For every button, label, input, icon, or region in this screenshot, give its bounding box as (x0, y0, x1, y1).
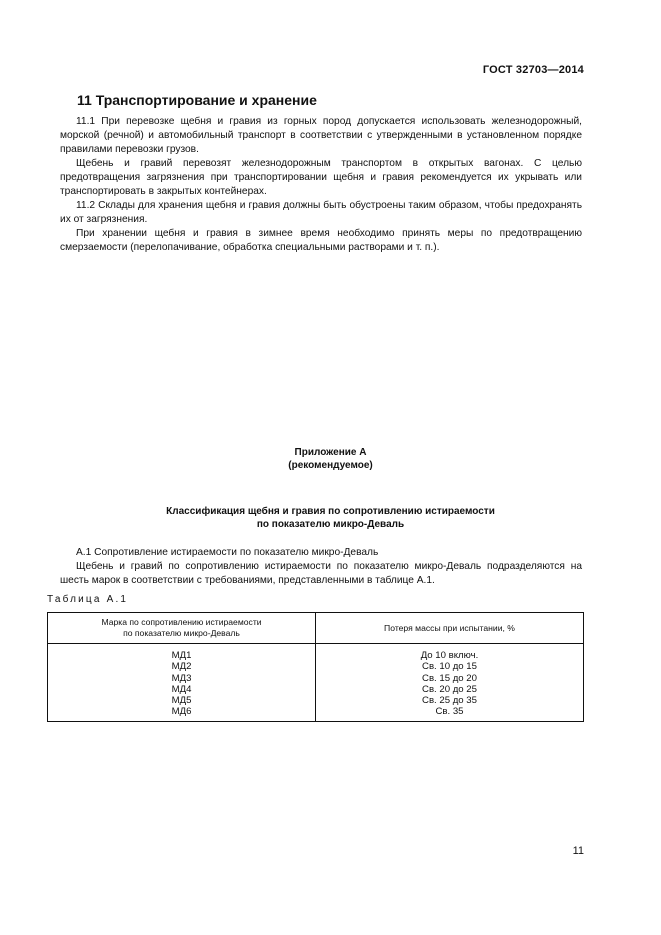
table-row (48, 673, 584, 684)
table-cell-loss: Св. 15 до 20 (316, 673, 584, 684)
page-number: 11 (572, 845, 584, 857)
paragraph: При хранении щебня и гравия в зимнее время необходимо принять меры по предотвращению смерзаемости (перелопачивание, обработка специальными растворами и т. п.). (60, 228, 582, 253)
table-cell-loss: Св. 35 (316, 706, 584, 721)
table-header-grade: Марка по сопротивлению истираемости по показателю микро-Деваль (48, 613, 316, 644)
table-cell-grade: МД5 (48, 695, 316, 706)
table-header-mass-loss: Потеря массы при испытании, % (316, 613, 584, 644)
annex-title (60, 505, 601, 531)
annex-heading (60, 446, 601, 472)
annex-title-line: по показателю микро-Деваль (256, 519, 405, 530)
table-row (48, 661, 584, 672)
table-header-row (48, 613, 584, 644)
table-cell-loss: До 10 включ. (316, 644, 584, 662)
section-title: 11 Транспортирование и хранение (77, 92, 317, 108)
annex-name: Приложение А (294, 447, 367, 458)
table-cell-grade: МД2 (48, 661, 316, 672)
paragraph: Щебень и гравий перевозят железнодорожным транспортом в открытых вагонах. С целью предотвращения загрязнения при транспортировании щебня и гравия рекомендуется их укрывать или транспортировать в закрытых контейнерах. (60, 158, 582, 197)
paragraph: Щебень и гравий по сопротивлению истираемости по показателю микро-Деваль подразделяются на шесть марок в соответствии с требованиями, представленными в таблице А.1. (60, 561, 582, 586)
table-row (48, 644, 584, 662)
table-cell-grade: МД3 (48, 673, 316, 684)
annex-status: (рекомендуемое) (288, 460, 373, 471)
paragraph: А.1 Сопротивление истираемости по показателю микро-Деваль (76, 547, 379, 558)
table-cell-loss: Св. 20 до 25 (316, 684, 584, 695)
table-cell-loss: Св. 10 до 15 (316, 661, 584, 672)
section-body (60, 115, 582, 255)
document-header-standard: ГОСТ 32703—2014 (482, 64, 584, 76)
annex-body (60, 546, 582, 588)
table-row (48, 706, 584, 721)
table-cell-grade: МД1 (48, 644, 316, 662)
classification-table (47, 612, 584, 722)
table-cell-loss: Св. 25 до 35 (316, 695, 584, 706)
table-cell-grade: МД4 (48, 684, 316, 695)
paragraph: 11.1 При перевозке щебня и гравия из горных пород допускается использовать железнодорожный, морской (речной) и автомобильный транспорт в соответствии с утвержденными в установленном порядке правилами перевозки грузов. (60, 116, 582, 155)
table-caption: Таблица А.1 (47, 594, 129, 605)
annex-title-line: Классификация щебня и гравия по сопротивлению истираемости (166, 506, 495, 517)
table-row (48, 684, 584, 695)
table-row (48, 695, 584, 706)
table-cell-grade: МД6 (48, 706, 316, 721)
paragraph: 11.2 Склады для хранения щебня и гравия должны быть обустроены таким образом, чтобы предохранять их от загрязнения. (60, 200, 582, 225)
